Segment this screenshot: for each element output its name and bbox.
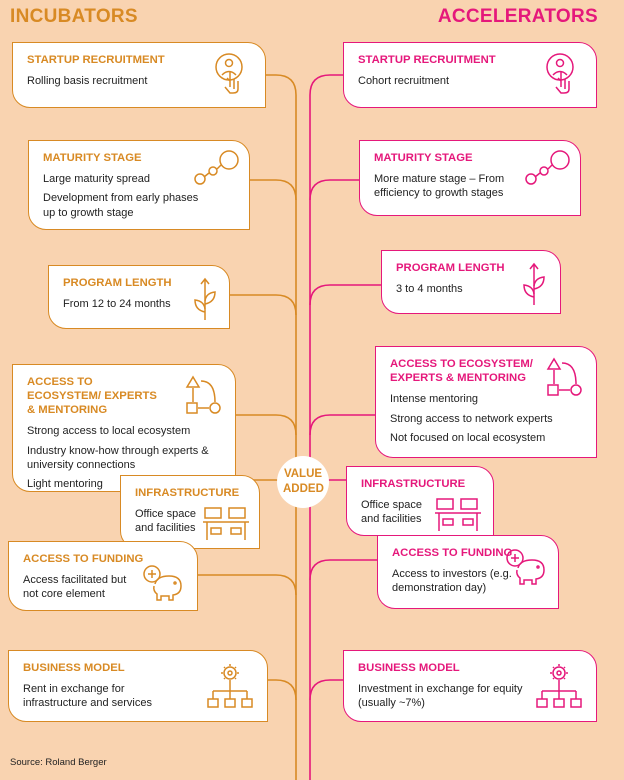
plant-sprout-icon bbox=[520, 261, 548, 307]
card-text: Not focused on local ecosystem bbox=[390, 431, 546, 444]
card-text: 3 to 4 months bbox=[396, 283, 463, 296]
piggy-bank-icon bbox=[504, 546, 548, 586]
gear-hierarchy-icon bbox=[534, 661, 584, 711]
card-text: Industry know-how through experts & university connections bbox=[27, 444, 209, 471]
incubator-business-card bbox=[8, 650, 268, 722]
card-title: BUSINESS MODEL bbox=[358, 662, 460, 674]
card-text: Investment in exchange for equity (usually ~7%) bbox=[358, 683, 523, 710]
accelerator-funding-card bbox=[377, 535, 559, 609]
card-title: PROGRAM LENGTH bbox=[396, 262, 505, 274]
accelerator-ecosystem-card bbox=[375, 346, 597, 458]
card-title: ACCESS TO ECOSYSTEM/ EXPERTS & MENTORING bbox=[390, 358, 533, 385]
accelerator-infrastructure-card bbox=[346, 466, 494, 536]
pointer-user-icon bbox=[542, 51, 582, 95]
value-added-label: VALUE ADDED bbox=[283, 468, 324, 495]
card-text: Access facilitated but not core element bbox=[23, 574, 127, 601]
card-text: From 12 to 24 months bbox=[63, 298, 171, 311]
accelerator-program-card bbox=[381, 250, 561, 314]
gear-hierarchy-icon bbox=[205, 661, 255, 711]
card-title: STARTUP RECRUITMENT bbox=[358, 54, 496, 66]
card-text: Large maturity spread bbox=[43, 173, 150, 186]
accelerator-maturity-card bbox=[359, 140, 581, 216]
card-text: Office space and facilities bbox=[135, 508, 196, 535]
growth-circles-icon bbox=[191, 149, 241, 189]
office-desk-icon bbox=[201, 506, 251, 542]
card-title: ACCESS TO ECOSYSTEM/ EXPERTS & MENTORING bbox=[27, 376, 157, 417]
card-title: BUSINESS MODEL bbox=[23, 662, 125, 674]
plant-sprout-icon bbox=[191, 276, 219, 322]
incubator-infrastructure-card bbox=[120, 475, 260, 549]
network-diagram-icon bbox=[542, 353, 584, 397]
source-note: Source: Roland Berger bbox=[10, 757, 107, 768]
card-text: Intense mentoring bbox=[390, 393, 479, 406]
card-title: STARTUP RECRUITMENT bbox=[27, 54, 165, 66]
piggy-bank-icon bbox=[141, 562, 185, 602]
incubator-maturity-card bbox=[28, 140, 250, 230]
card-text: Cohort recruitment bbox=[358, 75, 450, 88]
accelerator-business-card bbox=[343, 650, 597, 722]
card-title: MATURITY STAGE bbox=[43, 152, 142, 164]
card-title: INFRASTRUCTURE bbox=[361, 478, 466, 490]
pointer-user-icon bbox=[211, 51, 251, 95]
card-title: ACCESS TO FUNDING bbox=[392, 547, 513, 559]
card-title: MATURITY STAGE bbox=[374, 152, 473, 164]
card-text: Strong access to local ecosystem bbox=[27, 425, 191, 438]
card-text: Strong access to network experts bbox=[390, 412, 553, 425]
card-text: More mature stage – From efficiency to growth stages bbox=[374, 173, 505, 200]
incubator-funding-card bbox=[8, 541, 198, 611]
incubator-program-card bbox=[48, 265, 230, 329]
office-desk-icon bbox=[433, 497, 483, 533]
card-text: Rolling basis recruitment bbox=[27, 75, 148, 88]
accelerator-recruitment-card bbox=[343, 42, 597, 108]
growth-circles-icon bbox=[522, 149, 572, 189]
value-added-circle bbox=[277, 456, 329, 508]
card-text: Office space and facilities bbox=[361, 499, 422, 526]
card-title: PROGRAM LENGTH bbox=[63, 277, 172, 289]
card-text: Access to investors (e.g. demonstration day) bbox=[392, 568, 512, 595]
incubator-recruitment-card bbox=[12, 42, 266, 108]
network-diagram-icon bbox=[181, 371, 223, 415]
incubator-ecosystem-card bbox=[12, 364, 236, 492]
card-text: Rent in exchange for infrastructure and services bbox=[23, 683, 152, 710]
accelerators-header: ACCELERATORS bbox=[437, 6, 598, 27]
card-text: Development from early phases up to growth stage bbox=[43, 192, 199, 219]
card-title: INFRASTRUCTURE bbox=[135, 487, 240, 499]
card-text: Light mentoring bbox=[27, 478, 103, 491]
card-title: ACCESS TO FUNDING bbox=[23, 553, 144, 565]
incubators-header: INCUBATORS bbox=[10, 6, 138, 27]
